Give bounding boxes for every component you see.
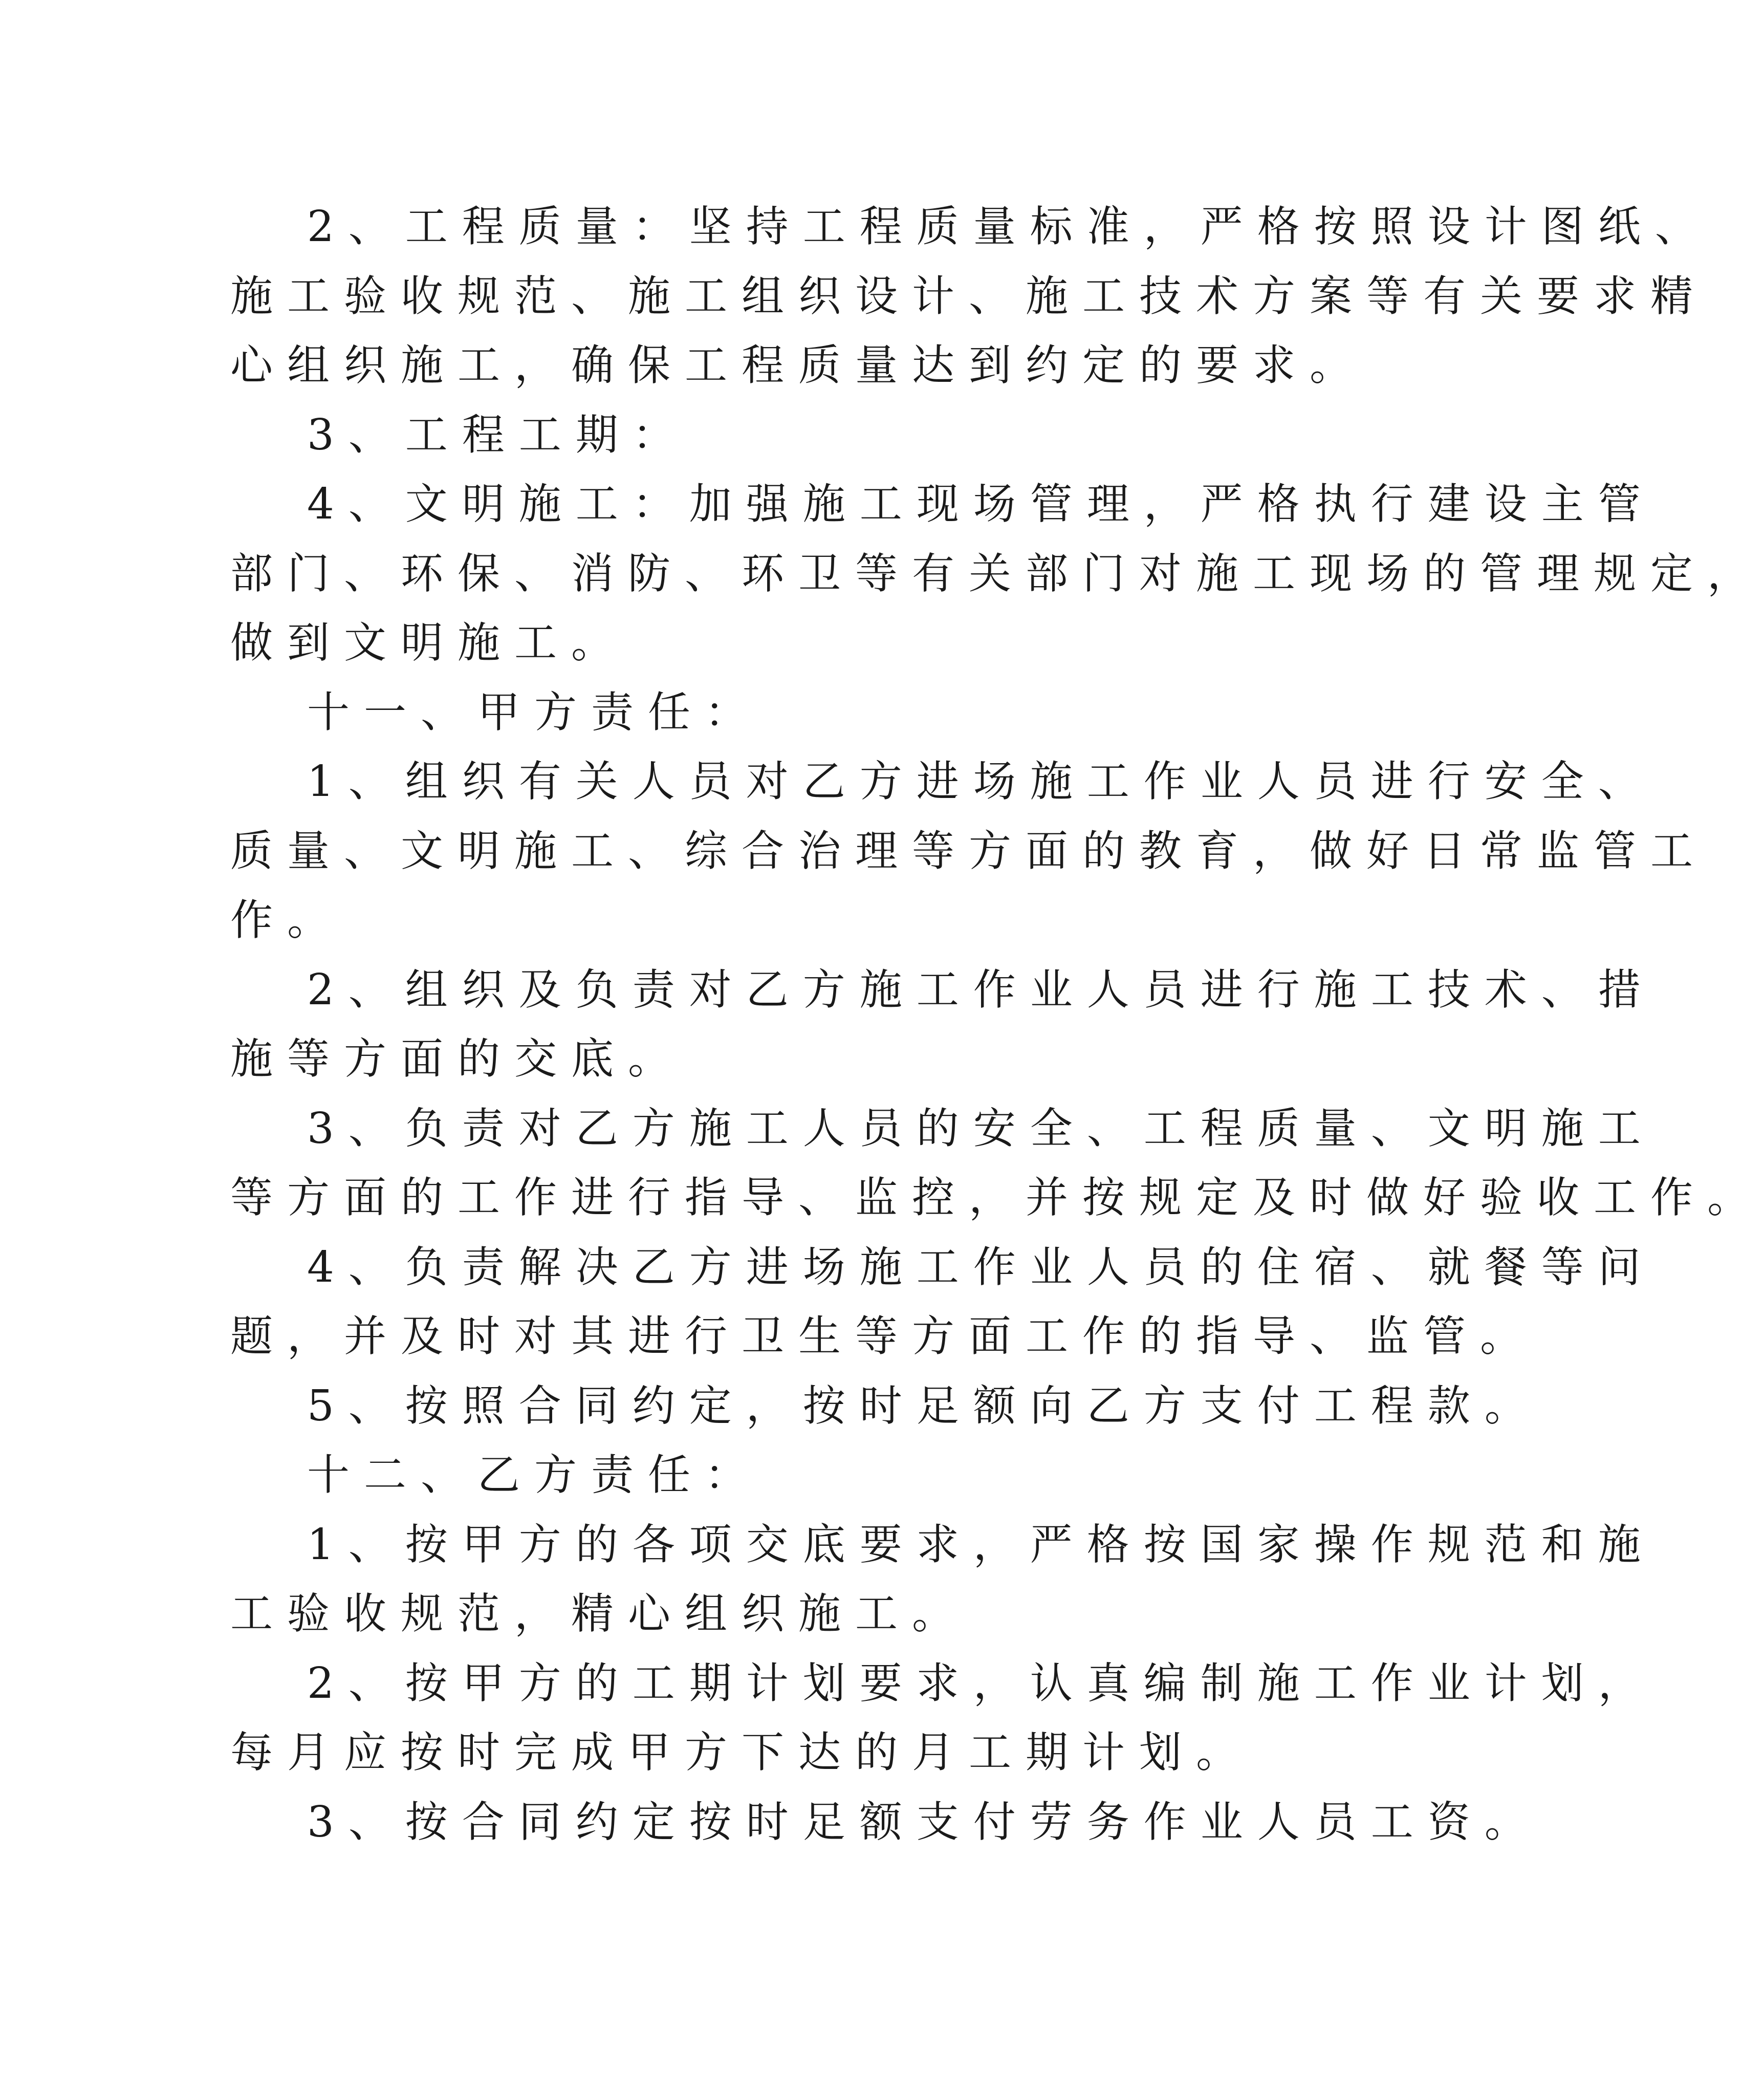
- text-line: 部门、环保、消防、环卫等有关部门对施工现场的管理规定，: [230, 549, 1764, 598]
- text-line: 1、组织有关人员对乙方进场施工作业人员进行安全、: [307, 757, 1655, 806]
- text-line: 作。: [230, 895, 344, 945]
- section-heading: 十二、乙方责任：: [307, 1450, 761, 1500]
- text-line: 2、按甲方的工期计划要求，认真编制施工作业计划，: [307, 1658, 1655, 1708]
- text-line: 工验收规范，精心组织施工。: [230, 1589, 969, 1638]
- text-line: 2、工程质量：坚持工程质量标准，严格按照设计图纸、: [307, 202, 1712, 251]
- text-line: 3、负责对乙方施工人员的安全、工程质量、文明施工: [307, 1104, 1655, 1153]
- text-line: 5、按照合同约定，按时足额向乙方支付工程款。: [307, 1381, 1541, 1431]
- text-line: 等方面的工作进行指导、监控，并按规定及时做好验收工作。: [230, 1173, 1764, 1222]
- text-line: 施工验收规范、施工组织设计、施工技术方案等有关要求精: [230, 271, 1707, 321]
- text-line: 做到文明施工。: [230, 618, 628, 667]
- text-line: 3、工程工期：: [307, 410, 689, 460]
- text-line: 每月应按时完成甲方下达的月工期计划。: [230, 1727, 1253, 1777]
- text-line: 题，并及时对其进行卫生等方面工作的指导、监管。: [230, 1311, 1537, 1361]
- text-line: 质量、文明施工、综合治理等方面的教育，做好日常监管工: [230, 826, 1707, 876]
- text-line: 2、组织及负责对乙方施工作业人员进行施工技术、措: [307, 965, 1655, 1014]
- text-line: 4、负责解决乙方进场施工作业人员的住宿、就餐等问: [307, 1242, 1655, 1292]
- section-heading: 十一、甲方责任：: [307, 687, 761, 737]
- text-line: 3、按合同约定按时足额支付劳务作业人员工资。: [307, 1797, 1541, 1847]
- text-line: 4、文明施工：加强施工现场管理，严格执行建设主管: [307, 479, 1655, 529]
- text-line: 心组织施工，确保工程质量达到约定的要求。: [230, 340, 1366, 390]
- text-line: 1、按甲方的各项交底要求，严格按国家操作规范和施: [307, 1520, 1655, 1569]
- text-line: 施等方面的交底。: [230, 1034, 685, 1084]
